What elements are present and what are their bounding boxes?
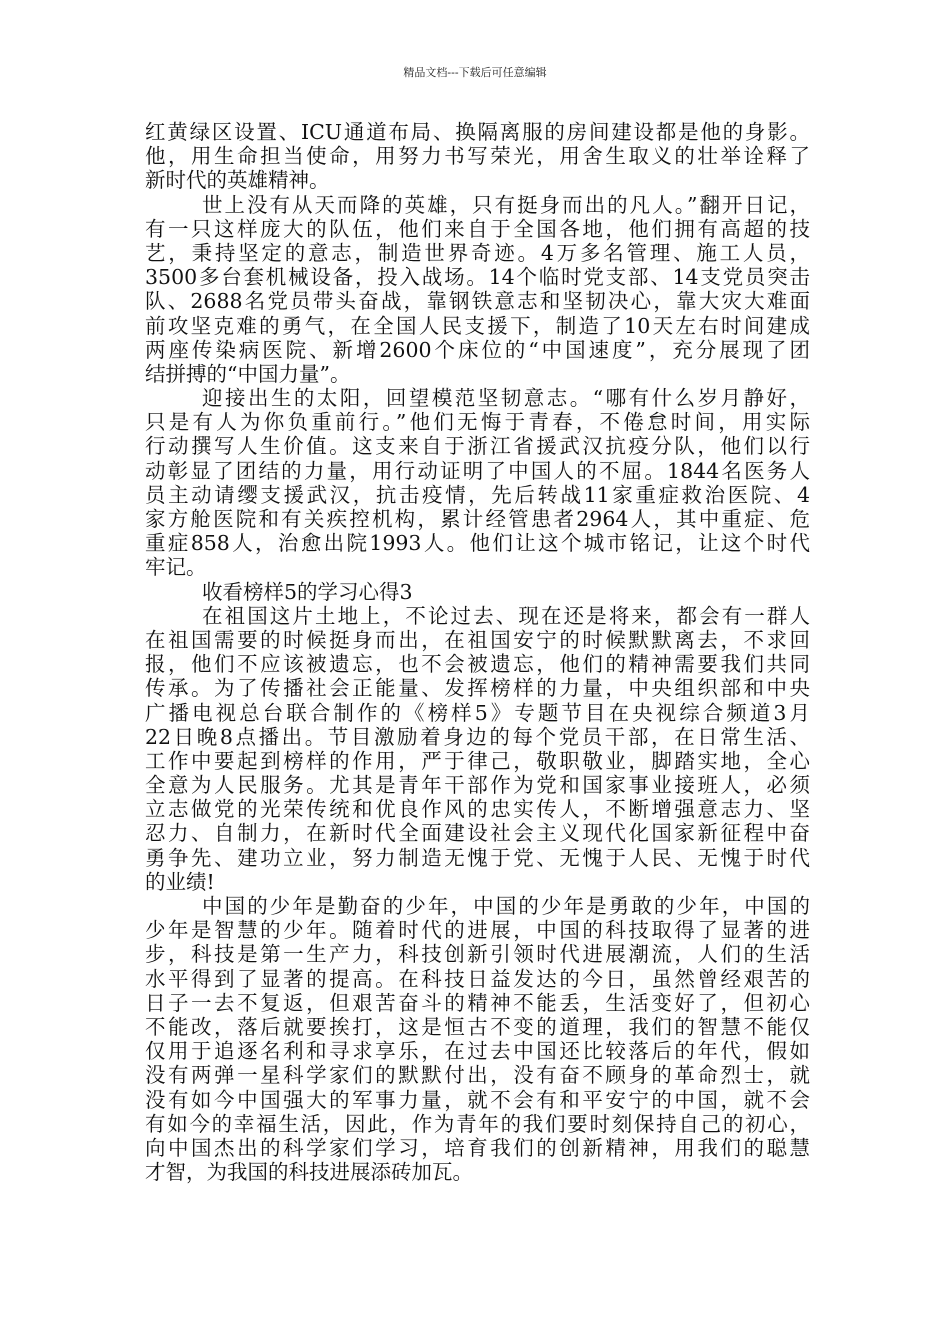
- section-heading: 收看榜样5的学习心得3: [202, 579, 413, 604]
- text-line: 员主动请缨支援武汉，抗击疫情，先后转战11家重症救治医院、4: [145, 482, 810, 507]
- text-line: 在祖国这片土地上，不论过去、现在还是将来，都会有一群人: [202, 603, 810, 628]
- text-line: 勇争先、建功立业，努力制造无愧于党、无愧于人民、无愧于时代: [145, 845, 810, 870]
- text-line: 中国的少年是勤奋的少年，中国的少年是勇敢的少年，中国的: [202, 894, 810, 918]
- text-line: 前攻坚克难的勇气，在全国人民支援下，制造了10天左右时间建成: [145, 313, 810, 338]
- text-line: 仅用于追逐名利和寻求享乐，在过去中国还比较落后的年代，假如: [145, 1039, 810, 1064]
- text-line: 的业绩!: [145, 869, 215, 894]
- text-line: 水平得到了显著的提高。在科技日益发达的今日，虽然曾经艰苦的: [145, 966, 810, 991]
- text-line: 步，科技是第一生产力，科技创新引领时代进展潮流，人们的生活: [145, 942, 810, 967]
- document-body: [145, 120, 810, 1184]
- text-line: 行动撰写人生价值。这支来自于浙江省援武汉抗疫分队，他们以行: [145, 434, 810, 459]
- text-line: 全意为人民服务。尤其是青年干部作为党和国家事业接班人，必须: [145, 773, 810, 798]
- text-line: 22日晚8点播出。节目激励着身边的每个党员干部，在日常生活、: [145, 724, 810, 749]
- text-line: 新时代的英雄精神。: [145, 168, 330, 193]
- text-line: 结拼搏的“中国力量”。: [145, 361, 351, 386]
- text-line: 没有如今中国强大的军事力量，就不会有和平安宁的中国，就不会: [145, 1087, 810, 1112]
- text-line: 红黄绿区设置、ICU通道布局、换隔离服的房间建设都是他的身影。: [145, 120, 810, 144]
- text-line: 少年是智慧的少年。随着时代的进展，中国的科技取得了显著的进: [145, 918, 810, 943]
- text-line: 有一只这样庞大的队伍，他们来自于全国各地，他们拥有高超的技: [145, 216, 810, 241]
- text-line: 迎接出生的太阳，回望模范坚韧意志。“哪有什么岁月静好，: [202, 386, 810, 411]
- text-line: 没有两弹一星科学家们的默默付出，没有奋不顾身的革命烈士，就: [145, 1063, 810, 1088]
- text-line: 只是有人为你负重前行。”他们无悔于青春，不倦怠时间，用实际: [145, 410, 810, 435]
- text-line: 3500多台套机械设备，投入战场。14个临时党支部、14支党员突击: [145, 265, 810, 290]
- text-line: 报，他们不应该被遗忘，也不会被遗忘，他们的精神需要我们共同: [145, 652, 810, 677]
- text-line: 艺，秉持坚定的意志，制造世界奇迹。4万多名管理、施工人员，: [145, 240, 810, 265]
- text-line: 家方舱医院和有关疾控机构，累计经管患者2964人，其中重症、危: [145, 507, 810, 531]
- text-line: 重症858人，治愈出院1993人。他们让这个城市铭记，让这个时代: [145, 531, 810, 556]
- text-line: 队、2688名党员带头奋战，靠钢铁意志和坚韧决心，靠大灾大难面: [145, 289, 810, 314]
- text-line: 日子一去不复返，但艰苦奋斗的精神不能丢，生活变好了，但初心: [145, 990, 810, 1015]
- text-line: 向中国杰出的科学家们学习，培育我们的创新精神，用我们的聪慧: [145, 1135, 810, 1160]
- text-line: 广播电视总台联合制作的《榜样5》专题节目在央视综合频道3月: [145, 700, 810, 725]
- text-line: 牢记。: [145, 555, 207, 580]
- text-line: 工作中要起到榜样的作用，严于律己，敬职敬业，脚踏实地，全心: [145, 748, 810, 773]
- page-header: 精品文档---下载后可任意编辑: [403, 66, 547, 79]
- text-line: 世上没有从天而降的英雄，只有挺身而出的凡人。”翻开日记，: [202, 192, 810, 217]
- text-line: 有如今的幸福生活，因此，作为青年的我们要时刻保持自己的初心，: [145, 1111, 810, 1136]
- text-line: 忍力、自制力，在新时代全面建设社会主义现代化国家新征程中奋: [145, 821, 810, 846]
- text-line: 他，用生命担当使命，用努力书写荣光，用舍生取义的壮举诠释了: [145, 144, 810, 169]
- text-line: 两座传染病医院、新增2600个床位的“中国速度”，充分展现了团: [145, 337, 810, 362]
- text-line: 不能改，落后就要挨打，这是恒古不变的道理，我们的智慧不能仅: [145, 1014, 810, 1039]
- text-line: 在祖国需要的时候挺身而出，在祖国安宁的时候默默离去，不求回: [145, 627, 810, 652]
- text-line: 动彰显了团结的力量，用行动证明了中国人的不屈。1844名医务人: [145, 458, 810, 483]
- text-line: 立志做党的光荣传统和优良作风的忠实传人，不断增强意志力、坚: [145, 797, 810, 822]
- text-line: 传承。为了传播社会正能量、发挥榜样的力量，中央组织部和中央: [145, 676, 810, 701]
- text-line: 才智，为我国的科技进展添砖加瓦。: [145, 1160, 473, 1185]
